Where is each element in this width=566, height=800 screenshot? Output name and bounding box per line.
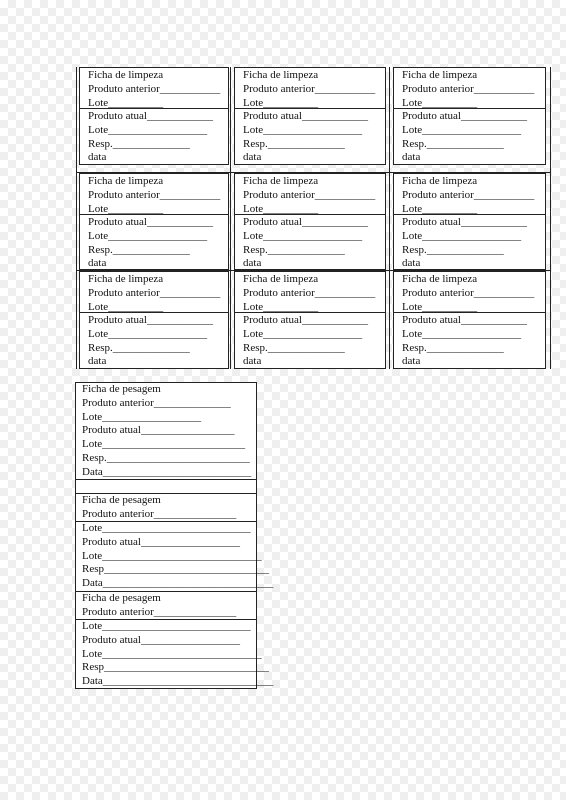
resp-field[interactable]: Resp.______________ [243, 243, 345, 256]
card-top-section [80, 272, 228, 313]
pesagem-block [76, 383, 256, 480]
limpeza-card [79, 271, 229, 369]
limpeza-card [393, 173, 546, 270]
lote-field[interactable]: Lote_____________________________ [82, 647, 262, 660]
card-bottom-section [80, 313, 228, 369]
lote-field[interactable]: Lote__________ [243, 300, 319, 313]
produto-atual-field[interactable]: Produto atual____________ [243, 110, 368, 122]
card-bottom-section [394, 313, 545, 369]
pesagem-title: Ficha de pesagem [82, 383, 161, 395]
card-title: Ficha de limpeza [243, 175, 319, 187]
produto-anterior-field[interactable]: Produto anterior___________ [243, 82, 376, 95]
lote-field[interactable]: Lote__________________ [88, 123, 208, 136]
produto-atual-field[interactable]: Produto atual__________________ [82, 535, 240, 548]
card-bottom-section [235, 109, 385, 165]
produto-anterior-field[interactable]: Produto anterior______________ [82, 396, 231, 409]
lote-field[interactable]: Lote__________________ [88, 327, 208, 340]
resp-field[interactable]: Resp.__________________________ [82, 451, 250, 464]
resp-field[interactable]: Resp.______________ [243, 341, 345, 354]
produto-atual-field[interactable]: Produto atual____________ [243, 314, 368, 326]
produto-anterior-field[interactable]: Produto anterior___________ [402, 188, 535, 201]
resp-field[interactable]: Resp______________________________ [82, 661, 269, 674]
pesagem-block [76, 620, 274, 689]
card-title: Ficha de limpeza [243, 69, 319, 81]
produto-atual-field[interactable]: Produto atual____________ [402, 216, 527, 228]
grid-line [550, 67, 551, 369]
produto-atual-field[interactable]: Produto atual_________________ [82, 424, 235, 437]
data-field[interactable]: data [243, 151, 262, 164]
data-field[interactable]: data [88, 355, 107, 368]
produto-anterior-field[interactable]: Produto anterior_______________ [82, 605, 237, 618]
pesagem-block [76, 522, 274, 591]
resp-field[interactable]: Resp.______________ [402, 243, 504, 256]
card-bottom-section [394, 215, 545, 271]
produto-anterior-field[interactable]: Produto anterior___________ [88, 82, 221, 95]
data-field[interactable]: data [243, 257, 262, 270]
lote-field[interactable]: Lote___________________________ [82, 620, 251, 632]
card-title: Ficha de limpeza [402, 175, 478, 187]
grid-line [76, 67, 77, 369]
data-field[interactable]: data [402, 151, 421, 164]
resp-field[interactable]: Resp.______________ [402, 341, 504, 354]
card-top-section [394, 272, 545, 313]
card-bottom-section [394, 109, 545, 165]
card-title: Ficha de limpeza [243, 273, 319, 285]
produto-anterior-field[interactable]: Produto anterior___________ [402, 286, 535, 299]
data-field[interactable]: Data_______________________________ [82, 675, 274, 688]
limpeza-grid [76, 67, 551, 369]
card-bottom-section [80, 109, 228, 165]
lote-field[interactable]: Lote__________________ [402, 327, 522, 340]
resp-field[interactable]: Resp.______________ [243, 137, 345, 150]
resp-field[interactable]: Resp______________________________ [82, 563, 269, 576]
lote-field[interactable]: Lote__________________ [402, 229, 522, 242]
pesagem-table [75, 382, 274, 689]
resp-field[interactable]: Resp.______________ [88, 137, 190, 150]
card-bottom-section [235, 215, 385, 271]
lote-field[interactable]: Lote__________ [402, 202, 478, 215]
card-title: Ficha de limpeza [402, 273, 478, 285]
lote-field[interactable]: Lote__________ [402, 96, 478, 109]
pesagem-block [76, 494, 256, 522]
card-title: Ficha de limpeza [402, 69, 478, 81]
card-bottom-section [235, 313, 385, 369]
produto-anterior-field[interactable]: Produto anterior___________ [88, 188, 221, 201]
data-field[interactable]: data [88, 257, 107, 270]
lote-field[interactable]: Lote__________ [243, 202, 319, 215]
data-field[interactable]: data [402, 355, 421, 368]
lote-field[interactable]: Lote__________________________ [82, 438, 246, 451]
card-top-section [80, 68, 228, 109]
resp-field[interactable]: Resp.______________ [88, 243, 190, 256]
card-title: Ficha de limpeza [88, 273, 164, 285]
lote-field[interactable]: Lote__________________ [243, 327, 363, 340]
produto-anterior-field[interactable]: Produto anterior_______________ [82, 507, 237, 520]
produto-anterior-field[interactable]: Produto anterior___________ [243, 188, 376, 201]
card-top-section [235, 174, 385, 215]
produto-atual-field[interactable]: Produto atual____________ [88, 314, 213, 326]
data-field[interactable]: data [88, 151, 107, 164]
card-top-section [394, 68, 545, 109]
data-field[interactable]: Data_______________________________ [82, 577, 274, 590]
produto-atual-field[interactable]: Produto atual____________ [402, 314, 527, 326]
card-title: Ficha de limpeza [88, 175, 164, 187]
card-title: Ficha de limpeza [88, 69, 164, 81]
data-field[interactable]: data [402, 257, 421, 270]
card-top-section [235, 68, 385, 109]
resp-field[interactable]: Resp.______________ [88, 341, 190, 354]
produto-atual-field[interactable]: Produto atual____________ [402, 110, 527, 122]
card-top-section [394, 174, 545, 215]
row-divider [76, 479, 256, 480]
limpeza-card [79, 67, 229, 165]
lote-field[interactable]: Lote_____________________________ [82, 549, 262, 562]
produto-anterior-field[interactable]: Produto anterior___________ [243, 286, 376, 299]
produto-atual-field[interactable]: Produto atual____________ [243, 216, 368, 228]
produto-atual-field[interactable]: Produto atual__________________ [82, 633, 240, 646]
pesagem-title: Ficha de pesagem [82, 592, 161, 604]
limpeza-card [234, 173, 386, 270]
card-bottom-section [80, 215, 228, 271]
data-field[interactable]: Data___________________________ [82, 465, 252, 478]
lote-field[interactable]: Lote__________________ [402, 123, 522, 136]
produto-atual-field[interactable]: Produto atual____________ [88, 110, 213, 122]
pesagem-title: Ficha de pesagem [82, 494, 161, 506]
lote-field[interactable]: Lote__________________ [243, 123, 363, 136]
produto-atual-field[interactable]: Produto atual____________ [88, 216, 213, 228]
lote-field[interactable]: Lote__________ [88, 300, 164, 313]
limpeza-card [393, 67, 546, 165]
lote-field[interactable]: Lote__________________ [82, 410, 202, 423]
limpeza-card [234, 67, 386, 165]
lote-field[interactable]: Lote__________________ [88, 229, 208, 242]
limpeza-card [234, 271, 386, 369]
lote-field[interactable]: Lote__________ [402, 300, 478, 313]
data-field[interactable]: data [243, 355, 262, 368]
grid-line [230, 67, 231, 369]
lote-field[interactable]: Lote__________ [88, 202, 164, 215]
lote-field[interactable]: Lote__________ [88, 96, 164, 109]
pesagem-block [76, 592, 256, 620]
limpeza-card [393, 271, 546, 369]
lote-field[interactable]: Lote__________________ [243, 229, 363, 242]
card-top-section [80, 174, 228, 215]
card-top-section [235, 272, 385, 313]
resp-field[interactable]: Resp.______________ [402, 137, 504, 150]
grid-line [389, 67, 390, 369]
produto-anterior-field[interactable]: Produto anterior___________ [402, 82, 535, 95]
lote-field[interactable]: Lote__________ [243, 96, 319, 109]
lote-field[interactable]: Lote___________________________ [82, 522, 251, 534]
produto-anterior-field[interactable]: Produto anterior___________ [88, 286, 221, 299]
limpeza-card [79, 173, 229, 270]
